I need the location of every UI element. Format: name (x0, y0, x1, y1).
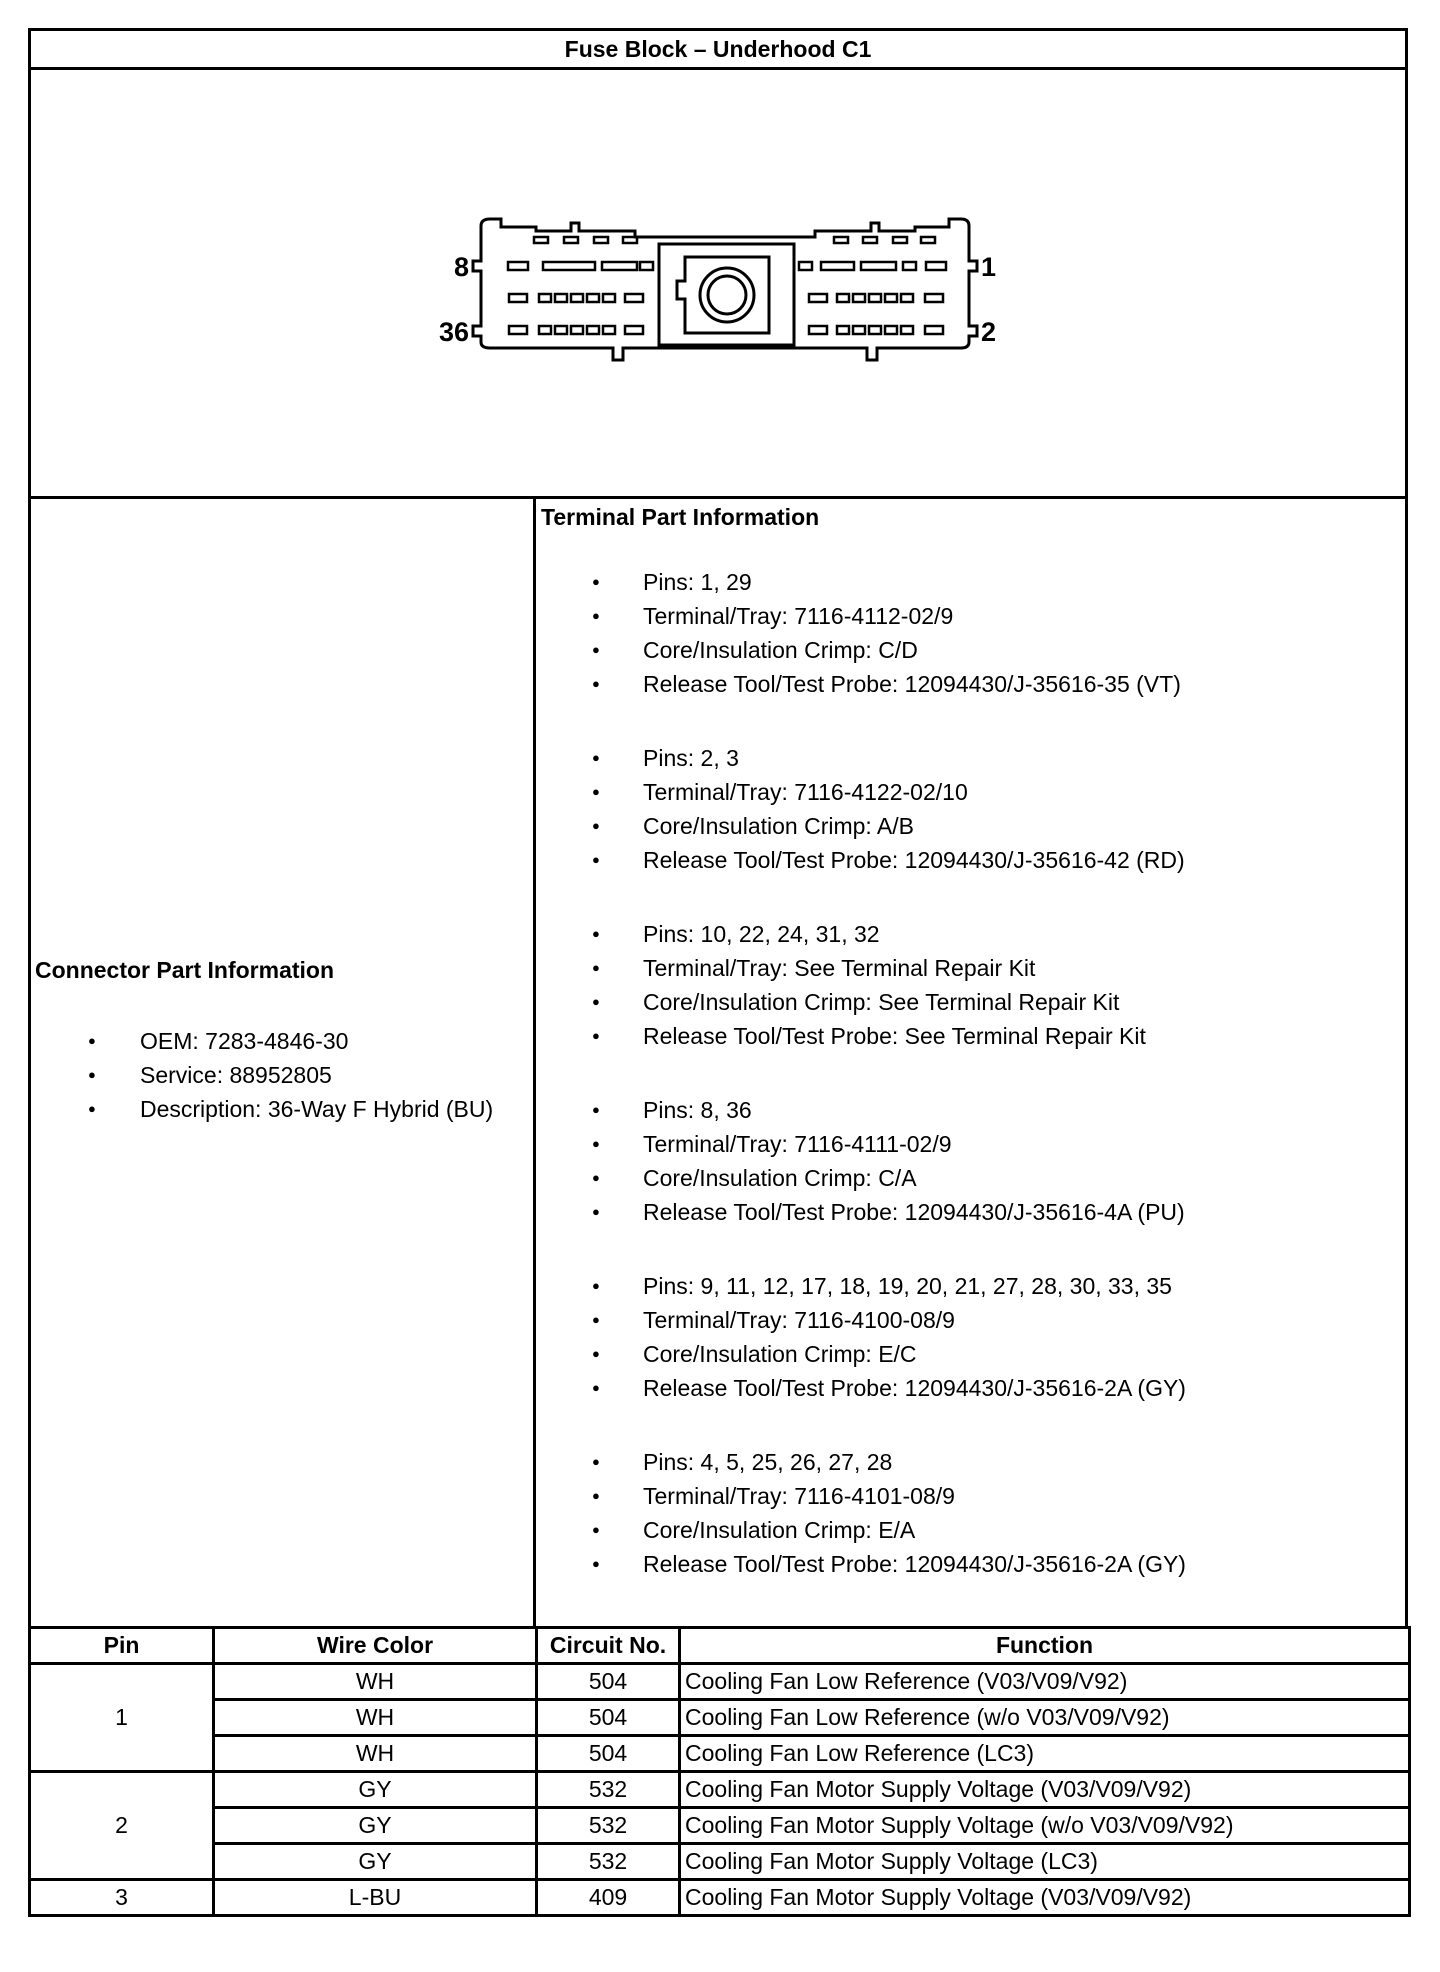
function-cell: Cooling Fan Motor Supply Voltage (V03/V09/V92) (680, 1772, 1410, 1808)
terminal-group (536, 565, 1396, 701)
terminal-crimp: ● Core/Insulation Crimp: C/D (536, 633, 1396, 667)
function-column-header: Function (680, 1628, 1410, 1664)
pin-cavity (509, 326, 527, 334)
pin-cavity (587, 326, 599, 334)
connector-diagram-panel (28, 67, 1408, 499)
circuit-cell: 504 (537, 1664, 680, 1700)
pin-cavity (571, 326, 583, 334)
table-row (30, 1772, 1410, 1808)
table-row (30, 1844, 1410, 1880)
pin-cavity (623, 237, 637, 243)
connector-info-description: ● Description: 36-Way F Hybrid (BU) (35, 1092, 530, 1126)
pin-label-1: 1 (981, 252, 997, 282)
function-cell: Cooling Fan Motor Supply Voltage (w/o V03/V09/V92) (680, 1808, 1410, 1844)
terminal-group (536, 1093, 1396, 1229)
pin-cavity (543, 262, 595, 270)
terminal-tray: ● Terminal/Tray: 7116-4111-02/9 (536, 1127, 1396, 1161)
pin-cell: 2 (30, 1772, 214, 1880)
circuit-cell: 504 (537, 1700, 680, 1736)
pin-cavity (925, 294, 943, 302)
terminal-tray: ● Terminal/Tray: 7116-4101-08/9 (536, 1479, 1396, 1513)
pin-cavity (853, 326, 865, 334)
terminal-tray: ● Terminal/Tray: 7116-4100-08/9 (536, 1303, 1396, 1337)
function-cell: Cooling Fan Motor Supply Voltage (V03/V09/V92) (680, 1880, 1410, 1916)
pin-cavities (508, 237, 946, 334)
pin-cavity (555, 294, 567, 302)
terminal-release-tool: ● Release Tool/Test Probe: 12094430/J-35616-2A (GY) (536, 1547, 1396, 1581)
pin-cavity (509, 294, 527, 302)
terminal-pins: ● Pins: 9, 11, 12, 17, 18, 19, 20, 21, 27, 28, 30, 33, 35 (536, 1269, 1396, 1303)
pin-cavity (571, 294, 583, 302)
pin-cavity (534, 237, 548, 243)
pin-label-2: 2 (981, 317, 997, 347)
wire-color-column-header: Wire Color (214, 1628, 537, 1664)
pin-function-table (28, 1626, 1411, 1917)
terminal-crimp: ● Core/Insulation Crimp: E/A (536, 1513, 1396, 1547)
terminal-pins: ● Pins: 10, 22, 24, 31, 32 (536, 917, 1396, 951)
pin-cavity (555, 326, 567, 334)
part-info-section (28, 499, 1408, 1626)
connector-info-list (35, 1024, 530, 1126)
center-keyway-outer (659, 244, 794, 345)
connector-info-oem: ● OEM: 7283-4846-30 (35, 1024, 530, 1058)
terminal-release-tool: ● Release Tool/Test Probe: See Terminal Repair Kit (536, 1019, 1396, 1053)
pin-cell: 3 (30, 1880, 214, 1916)
pin-cavity (594, 237, 608, 243)
pin-cavity (885, 326, 897, 334)
terminal-group (536, 917, 1396, 1053)
wire-color-cell: WH (214, 1736, 537, 1772)
pin-cell: 1 (30, 1664, 214, 1772)
pin-cavity (809, 326, 827, 334)
terminal-info-heading: Terminal Part Information (541, 504, 820, 530)
pin-cavity (893, 237, 907, 243)
pin-cavity (834, 237, 848, 243)
pin-cavity (508, 262, 528, 270)
connector-info-heading: Connector Part Information (35, 957, 335, 983)
pin-cavity (640, 262, 653, 270)
pin-cavity (837, 326, 849, 334)
pin-cavity (921, 237, 935, 243)
terminal-group (536, 1445, 1396, 1581)
terminal-pins: ● Pins: 8, 36 (536, 1093, 1396, 1127)
terminal-crimp: ● Core/Insulation Crimp: C/A (536, 1161, 1396, 1195)
pin-cavity (539, 294, 551, 302)
circuit-cell: 504 (537, 1736, 680, 1772)
terminal-release-tool: ● Release Tool/Test Probe: 12094430/J-35616-35 (VT) (536, 667, 1396, 701)
pin-cavity (925, 326, 943, 334)
wire-color-cell: L-BU (214, 1880, 537, 1916)
circuit-cell: 409 (537, 1880, 680, 1916)
pin-cavity (809, 294, 827, 302)
pin-cavity (863, 237, 877, 243)
terminal-pins: ● Pins: 4, 5, 25, 26, 27, 28 (536, 1445, 1396, 1479)
function-cell: Cooling Fan Low Reference (w/o V03/V09/V92) (680, 1700, 1410, 1736)
pin-cavity (603, 326, 615, 334)
pin-cavity (837, 294, 849, 302)
pin-cavity (564, 237, 578, 243)
terminal-groups (536, 565, 1396, 1621)
terminal-group (536, 1269, 1396, 1405)
pin-label-36: 36 (438, 317, 469, 347)
terminal-crimp: ● Core/Insulation Crimp: See Terminal Repair Kit (536, 985, 1396, 1019)
wire-color-cell: GY (214, 1844, 537, 1880)
table-row (30, 1808, 1410, 1844)
terminal-group (536, 741, 1396, 877)
terminal-tray: ● Terminal/Tray: 7116-4112-02/9 (536, 599, 1396, 633)
terminal-pins: ● Pins: 1, 29 (536, 565, 1396, 599)
table-row (30, 1664, 1410, 1700)
terminal-part-info (536, 499, 1408, 1626)
connector-part-info (31, 499, 536, 1626)
circuit-cell: 532 (537, 1808, 680, 1844)
wire-color-cell: WH (214, 1664, 537, 1700)
pin-cavity (926, 262, 946, 270)
pin-cavity (869, 326, 881, 334)
table-row (30, 1700, 1410, 1736)
wire-color-cell: WH (214, 1700, 537, 1736)
terminal-crimp: ● Core/Insulation Crimp: A/B (536, 809, 1396, 843)
terminal-tray: ● Terminal/Tray: 7116-4122-02/10 (536, 775, 1396, 809)
pin-cavity (799, 262, 812, 270)
pin-cavity (625, 326, 643, 334)
pin-cavity (587, 294, 599, 302)
function-cell: Cooling Fan Low Reference (V03/V09/V92) (680, 1664, 1410, 1700)
circuit-cell: 532 (537, 1844, 680, 1880)
function-cell: Cooling Fan Motor Supply Voltage (LC3) (680, 1844, 1410, 1880)
pin-cavity (885, 294, 897, 302)
pin-cavity (869, 294, 881, 302)
terminal-release-tool: ● Release Tool/Test Probe: 12094430/J-35616-4A (PU) (536, 1195, 1396, 1229)
connector-info-service: ● Service: 88952805 (35, 1058, 530, 1092)
pin-cavity (853, 294, 865, 302)
pin-column-header: Pin (30, 1628, 214, 1664)
pin-cavity (821, 262, 854, 270)
pin-cavity (625, 294, 643, 302)
table-row (30, 1880, 1410, 1916)
pin-cavity (901, 294, 913, 302)
document-title: Fuse Block – Underhood C1 (28, 28, 1408, 70)
terminal-release-tool: ● Release Tool/Test Probe: 12094430/J-35616-42 (RD) (536, 843, 1396, 877)
pin-cavity (603, 294, 615, 302)
terminal-crimp: ● Core/Insulation Crimp: E/C (536, 1337, 1396, 1371)
pin-label-8: 8 (453, 252, 469, 282)
function-cell: Cooling Fan Low Reference (LC3) (680, 1736, 1410, 1772)
table-row (30, 1736, 1410, 1772)
terminal-pins: ● Pins: 2, 3 (536, 741, 1396, 775)
pin-cavity (539, 326, 551, 334)
circuit-cell: 532 (537, 1772, 680, 1808)
connector-document (28, 28, 1408, 1966)
wire-color-cell: GY (214, 1808, 537, 1844)
pin-cavity (602, 262, 637, 270)
terminal-release-tool: ● Release Tool/Test Probe: 12094430/J-35616-2A (GY) (536, 1371, 1396, 1405)
table-header-row (30, 1628, 1410, 1664)
connector-face-diagram (31, 67, 1405, 496)
pin-cavity (903, 262, 916, 270)
pin-cavity (901, 326, 913, 334)
wire-color-cell: GY (214, 1772, 537, 1808)
center-bolt-inner (708, 276, 746, 314)
circuit-column-header: Circuit No. (537, 1628, 680, 1664)
pin-cavity (861, 262, 896, 270)
terminal-tray: ● Terminal/Tray: See Terminal Repair Kit (536, 951, 1396, 985)
